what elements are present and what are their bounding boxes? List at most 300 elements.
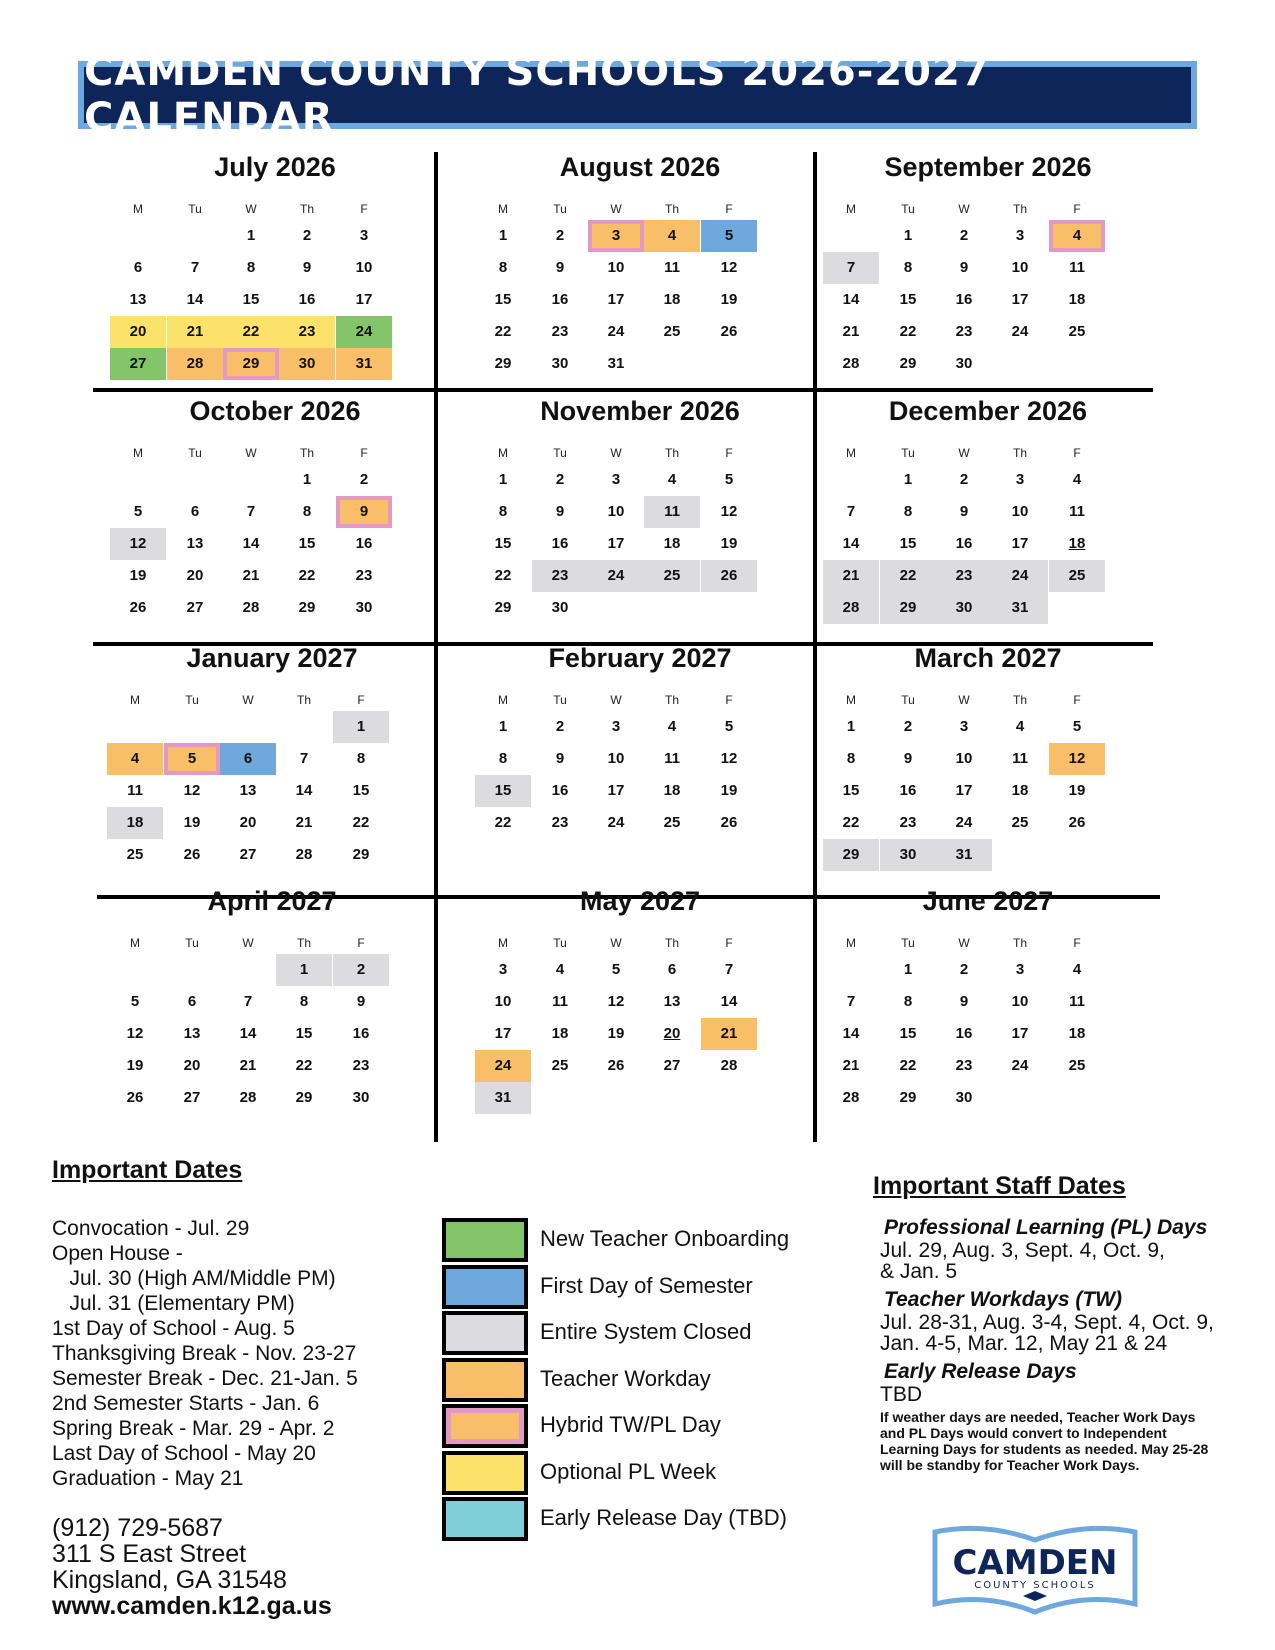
weekday-header: F <box>725 936 733 950</box>
calendar-day: 5 <box>701 220 757 252</box>
weekday-header: Tu <box>185 936 199 950</box>
calendar-day: 9 <box>555 750 565 767</box>
calendar-day: 20 <box>110 316 166 348</box>
month-title: July 2026 <box>214 152 336 182</box>
calendar-day: 22 <box>298 567 316 584</box>
calendar-day: 7 <box>190 259 200 276</box>
calendar-day: 31 <box>336 348 392 380</box>
legend-item <box>442 1497 822 1543</box>
calendar-day: 12 <box>126 1025 144 1042</box>
calendar-day: 26 <box>607 1057 625 1074</box>
calendar-day: 14 <box>842 535 860 552</box>
calendar-day: 12 <box>720 259 738 276</box>
month-title: April 2027 <box>207 886 337 916</box>
calendar-day: 5 <box>130 993 140 1010</box>
calendar-day: 2 <box>555 227 565 244</box>
calendar-day: 20 <box>183 1057 201 1074</box>
calendar-day: 28 <box>295 846 313 863</box>
calendar-day: 2 <box>903 718 913 735</box>
calendar-day: 19 <box>720 535 738 552</box>
website-link[interactable]: www.camden.k12.ga.us <box>52 1592 332 1620</box>
weekday-header: Th <box>664 693 679 707</box>
calendar-day: 3 <box>359 227 369 244</box>
calendar-day: 10 <box>1011 993 1029 1010</box>
calendar-day: 12 <box>720 503 738 520</box>
legend-swatch <box>442 1311 528 1355</box>
calendar-day: 15 <box>352 782 370 799</box>
calendar-day: 1 <box>903 961 913 978</box>
calendar-day: 24 <box>475 1050 531 1082</box>
month-title: August 2026 <box>559 152 721 182</box>
calendar-day: 22 <box>223 316 279 348</box>
month-block <box>105 396 445 636</box>
calendar-day: 10 <box>494 993 512 1010</box>
weekday-header: W <box>242 693 254 707</box>
calendar-day: 7 <box>823 252 879 284</box>
pl-days-text-cont: & Jan. 5 <box>880 1260 958 1283</box>
calendar-day: 18 <box>663 535 681 552</box>
calendar-day: 17 <box>955 782 973 799</box>
calendar-day: 2 <box>959 471 969 488</box>
calendar-day: 25 <box>663 323 681 340</box>
calendar-day: 26 <box>720 323 738 340</box>
calendar-day: 29 <box>295 1089 313 1106</box>
calendar-day: 10 <box>1011 503 1029 520</box>
calendar-day: 15 <box>475 775 531 807</box>
calendar-day: 9 <box>959 259 969 276</box>
calendar-day: 15 <box>242 291 260 308</box>
calendar-day: 5 <box>611 961 621 978</box>
calendar-day: 16 <box>551 535 569 552</box>
weekday-header: M <box>846 202 856 216</box>
calendar-day: 9 <box>555 503 565 520</box>
calendar-day: 14 <box>720 993 738 1010</box>
calendar-day: 16 <box>955 1025 973 1042</box>
calendar-day: 28 <box>823 592 879 624</box>
calendar-day: 18 <box>551 1025 569 1042</box>
weekday-header: Tu <box>188 446 202 460</box>
calendar-day: 19 <box>1068 782 1086 799</box>
city: Kingsland, GA 31548 <box>52 1566 287 1594</box>
important-date-item: Semester Break - Dec. 21-Jan. 5 <box>52 1367 358 1390</box>
calendar-day: 15 <box>899 535 917 552</box>
calendar-day: 6 <box>190 503 200 520</box>
calendar-day: 24 <box>336 316 392 348</box>
calendar-day: 5 <box>164 743 220 775</box>
calendar-day: 21 <box>239 1057 257 1074</box>
month-block <box>818 886 1158 1126</box>
calendar-day: 23 <box>279 316 335 348</box>
staff-dates-heading: Important Staff Dates <box>873 1172 1126 1200</box>
calendar-day: 16 <box>955 535 973 552</box>
tw-days-title: Teacher Workdays (TW) <box>884 1288 1123 1311</box>
calendar-day: 23 <box>532 560 588 592</box>
weekday-header: F <box>1073 202 1081 216</box>
calendar-day: 9 <box>302 259 312 276</box>
weekday-header: W <box>958 446 970 460</box>
calendar-day: 16 <box>955 291 973 308</box>
weekday-header: Tu <box>901 202 915 216</box>
weekday-header: M <box>498 936 508 950</box>
weekday-header: M <box>846 693 856 707</box>
calendar-day: 2 <box>555 718 565 735</box>
weekday-header: Tu <box>188 202 202 216</box>
calendar-day: 15 <box>842 782 860 799</box>
calendar-day: 9 <box>356 993 366 1010</box>
calendar-day: 6 <box>133 259 143 276</box>
calendar-day: 29 <box>494 599 512 616</box>
calendar-day: 4 <box>1015 718 1025 735</box>
tw-days-text: Jul. 28-31, Aug. 3-4, Sept. 4, Oct. 9, <box>880 1311 1214 1334</box>
calendar-day: 3 <box>611 718 621 735</box>
calendar-day: 16 <box>551 782 569 799</box>
calendar-day: 4 <box>1072 961 1082 978</box>
calendar-day: 27 <box>239 846 257 863</box>
title-banner <box>78 49 1197 141</box>
important-date-item: Graduation - May 21 <box>52 1467 244 1490</box>
calendar-day: 22 <box>494 814 512 831</box>
calendar-day: 20 <box>186 567 204 584</box>
calendar-day: 11 <box>664 259 680 276</box>
calendar-day: 27 <box>186 599 204 616</box>
important-date-item: Open House - <box>52 1242 183 1265</box>
calendar-day: 13 <box>186 535 204 552</box>
calendar-day: 12 <box>183 782 201 799</box>
calendar-day: 21 <box>242 567 260 584</box>
calendar-day: 2 <box>302 227 312 244</box>
weekday-header: W <box>610 446 622 460</box>
calendar-day: 1 <box>302 471 312 488</box>
street: 311 S East Street <box>52 1540 247 1568</box>
month-title: March 2027 <box>914 643 1062 673</box>
weekday-header: Tu <box>553 693 567 707</box>
calendar-day: 7 <box>846 503 856 520</box>
calendar-day: 9 <box>959 993 969 1010</box>
legend-label: Early Release Day (TBD) <box>540 1505 787 1530</box>
calendar-day: 26 <box>183 846 201 863</box>
calendar-day: 4 <box>1072 471 1082 488</box>
calendar-day: 11 <box>127 782 143 799</box>
calendar-day: 31 <box>475 1082 531 1114</box>
calendar-day: 8 <box>903 259 913 276</box>
calendar-day: 3 <box>498 961 508 978</box>
calendar-day: 10 <box>355 259 373 276</box>
calendar-day: 16 <box>298 291 316 308</box>
calendar-day: 2 <box>359 471 369 488</box>
calendar-day: 23 <box>551 814 569 831</box>
calendar-day: 11 <box>664 750 680 767</box>
legend-item <box>442 1451 822 1497</box>
calendar-day: 18 <box>1068 535 1086 552</box>
calendar-day: 31 <box>607 355 625 372</box>
calendar-day: 4 <box>1049 220 1105 252</box>
calendar-day: 7 <box>246 503 256 520</box>
calendar-day: 1 <box>246 227 256 244</box>
calendar-day: 24 <box>1011 323 1029 340</box>
calendar-day: 5 <box>724 471 734 488</box>
important-date-item: Convocation - Jul. 29 <box>52 1217 250 1240</box>
calendar-day: 19 <box>607 1025 625 1042</box>
pl-days-text: Jul. 29, Aug. 3, Sept. 4, Oct. 9, <box>880 1239 1165 1262</box>
legend-item <box>442 1265 822 1311</box>
weekday-header: M <box>498 693 508 707</box>
weekday-header: F <box>360 202 368 216</box>
calendar-day: 8 <box>246 259 256 276</box>
calendar-day: 22 <box>880 560 936 592</box>
calendar-day: 17 <box>607 782 625 799</box>
weekday-header: W <box>245 202 257 216</box>
calendar-day: 13 <box>129 291 147 308</box>
month-title: December 2026 <box>888 396 1088 426</box>
logo-sub: COUNTY SCHOOLS <box>974 1580 1096 1591</box>
calendar-day: 15 <box>899 291 917 308</box>
calendar-day: 24 <box>588 560 644 592</box>
calendar-day: 14 <box>239 1025 257 1042</box>
calendar-day: 3 <box>1015 227 1025 244</box>
calendar-day: 7 <box>299 750 309 767</box>
calendar-day: 30 <box>551 599 569 616</box>
month-block <box>102 886 442 1126</box>
weekday-header: M <box>498 446 508 460</box>
weekday-header: Th <box>1012 446 1027 460</box>
calendar-day: 28 <box>242 599 260 616</box>
calendar-day: 25 <box>644 560 700 592</box>
calendar-day: 22 <box>295 1057 313 1074</box>
calendar-day: 1 <box>903 471 913 488</box>
calendar-day: 10 <box>607 259 625 276</box>
calendar-day: 9 <box>903 750 913 767</box>
grid-divider <box>813 152 817 1142</box>
calendar-day: 10 <box>607 503 625 520</box>
calendar-day: 14 <box>186 291 204 308</box>
calendar-day: 17 <box>1011 291 1029 308</box>
calendar-day: 29 <box>823 839 879 871</box>
legend-swatch <box>442 1451 528 1495</box>
calendar-day: 5 <box>1072 718 1082 735</box>
important-date-item: 1st Day of School - Aug. 5 <box>52 1317 295 1340</box>
month-title: January 2027 <box>186 643 358 673</box>
calendar-day: 15 <box>295 1025 313 1042</box>
month-block <box>470 152 810 392</box>
page-title: CAMDEN COUNTY SCHOOLS 2026-2027 CALENDAR <box>84 49 990 141</box>
weekday-header: F <box>725 446 733 460</box>
calendar-day: 20 <box>239 814 257 831</box>
graduation-cap-icon <box>1023 1591 1047 1601</box>
weekday-header: Th <box>664 936 679 950</box>
calendar-day: 1 <box>498 471 508 488</box>
calendar-day: 3 <box>588 220 644 252</box>
calendar-day: 11 <box>552 993 568 1010</box>
calendar-day: 31 <box>936 839 992 871</box>
weekday-header: Tu <box>553 446 567 460</box>
calendar-day: 17 <box>1011 1025 1029 1042</box>
legend-label: Teacher Workday <box>540 1365 711 1391</box>
calendar-day: 2 <box>959 961 969 978</box>
calendar-day: 23 <box>352 1057 370 1074</box>
important-date-item: 2nd Semester Starts - Jan. 6 <box>52 1392 320 1415</box>
legend-label: Hybrid TW/PL Day <box>540 1412 721 1437</box>
legend-swatch <box>442 1218 528 1262</box>
calendar-day: 23 <box>551 323 569 340</box>
calendar-day: 16 <box>899 782 917 799</box>
calendar-day: 21 <box>842 323 860 340</box>
calendar-day: 11 <box>1069 993 1085 1010</box>
important-date-item: Jul. 30 (High AM/Middle PM) <box>52 1267 336 1290</box>
calendar-day: 23 <box>355 567 373 584</box>
legend-item <box>442 1358 822 1404</box>
calendar-day: 17 <box>607 535 625 552</box>
legend-swatch <box>442 1404 528 1448</box>
calendar-day: 14 <box>242 535 260 552</box>
calendar-day: 24 <box>992 560 1048 592</box>
calendar-day: 26 <box>129 599 147 616</box>
calendar-day: 23 <box>955 1057 973 1074</box>
calendar-day: 30 <box>551 355 569 372</box>
calendar-day: 29 <box>223 348 279 380</box>
weekday-header: M <box>133 202 143 216</box>
calendar-day: 4 <box>644 220 700 252</box>
calendar-day: 13 <box>239 782 257 799</box>
calendar-day: 26 <box>126 1089 144 1106</box>
calendar-day: 29 <box>899 1089 917 1106</box>
legend-swatch <box>442 1358 528 1402</box>
calendar-day: 5 <box>724 718 734 735</box>
calendar-day: 12 <box>607 993 625 1010</box>
calendar-day: 24 <box>955 814 973 831</box>
calendar-day: 24 <box>607 814 625 831</box>
calendar-day: 2 <box>959 227 969 244</box>
important-date-item: Thanksgiving Break - Nov. 23-27 <box>52 1342 357 1365</box>
calendar-day: 26 <box>701 560 757 592</box>
weekday-header: Th <box>664 446 679 460</box>
calendar-day: 1 <box>498 718 508 735</box>
calendar-day: 18 <box>107 807 163 839</box>
calendar-day: 28 <box>239 1089 257 1106</box>
calendar-day: 18 <box>663 782 681 799</box>
calendar-day: 4 <box>555 961 565 978</box>
logo-name: CAMDEN <box>952 1543 1118 1583</box>
calendar-day: 28 <box>842 355 860 372</box>
weekday-header: F <box>1073 693 1081 707</box>
legend-item <box>442 1404 822 1450</box>
month-title: September 2026 <box>884 152 1092 182</box>
calendar-day: 30 <box>352 1089 370 1106</box>
weekday-header: W <box>610 693 622 707</box>
calendar-day: 15 <box>298 535 316 552</box>
calendar-day: 18 <box>1068 291 1086 308</box>
calendar-day: 25 <box>1068 323 1086 340</box>
month-title: February 2027 <box>548 643 732 673</box>
weekday-header: Th <box>664 202 679 216</box>
calendar-day: 30 <box>936 592 992 624</box>
weekday-header: F <box>1073 936 1081 950</box>
calendar-day: 22 <box>899 1057 917 1074</box>
calendar-day: 27 <box>183 1089 201 1106</box>
calendar-day: 14 <box>295 782 313 799</box>
calendar-day: 16 <box>355 535 373 552</box>
calendar-day: 4 <box>667 471 677 488</box>
weekday-header: Th <box>299 202 314 216</box>
calendar-day: 15 <box>494 535 512 552</box>
calendar-day: 23 <box>936 560 992 592</box>
calendar-day: 6 <box>667 961 677 978</box>
important-date-item: Jul. 31 (Elementary PM) <box>52 1292 295 1315</box>
calendar-day: 21 <box>823 560 879 592</box>
calendar-day: 25 <box>1011 814 1029 831</box>
weekday-header: W <box>245 446 257 460</box>
calendar-day: 18 <box>663 291 681 308</box>
legend-label: Optional PL Week <box>540 1458 717 1484</box>
calendar-day: 2 <box>555 471 565 488</box>
calendar-day: 26 <box>1068 814 1086 831</box>
month-block <box>470 643 810 883</box>
weekday-header: Tu <box>901 693 915 707</box>
weekday-header: F <box>1073 446 1081 460</box>
calendar-day: 25 <box>663 814 681 831</box>
calendar-day: 9 <box>959 503 969 520</box>
weekday-header: Th <box>1012 936 1027 950</box>
calendar-day: 29 <box>298 599 316 616</box>
legend-swatch <box>442 1497 528 1541</box>
weekday-header: F <box>357 693 365 707</box>
calendar-day: 18 <box>1068 1025 1086 1042</box>
legend-label: Entire System Closed <box>540 1319 752 1344</box>
month-block <box>105 152 445 392</box>
calendar-day: 8 <box>498 503 508 520</box>
month-title: May 2027 <box>579 886 701 916</box>
calendar-day: 11 <box>1069 503 1085 520</box>
calendar-day: 6 <box>220 743 276 775</box>
month-block <box>818 152 1158 392</box>
month-title: November 2026 <box>540 396 740 426</box>
weather-note: If weather days are needed, Teacher Work Days and PL Days would convert to Independent Learning Days for students as needed. May 25-28 will be standby for Teacher Work Days. <box>880 1409 1209 1473</box>
weekday-header: W <box>242 936 254 950</box>
calendar-day: 25 <box>1049 560 1105 592</box>
calendar-day: 27 <box>110 348 166 380</box>
calendar-day: 4 <box>667 718 677 735</box>
calendar-day: 1 <box>276 954 332 986</box>
calendar-day: 16 <box>551 291 569 308</box>
month-title: June 2027 <box>922 886 1054 916</box>
calendar-day: 23 <box>899 814 917 831</box>
calendar-day: 19 <box>720 291 738 308</box>
month-block <box>470 886 810 1126</box>
pl-days-title: Professional Learning (PL) Days <box>884 1216 1208 1239</box>
calendar-day: 24 <box>607 323 625 340</box>
calendar-day: 10 <box>607 750 625 767</box>
weekday-header: M <box>846 446 856 460</box>
calendar-day: 27 <box>663 1057 681 1074</box>
calendar-day: 12 <box>720 750 738 767</box>
weekday-header: Tu <box>901 936 915 950</box>
calendar-day: 9 <box>336 496 392 528</box>
phone: (912) 729-5687 <box>52 1514 223 1542</box>
calendar-day: 25 <box>551 1057 569 1074</box>
weekday-header: F <box>360 446 368 460</box>
legend-swatch <box>442 1265 528 1309</box>
calendar-day: 2 <box>333 954 389 986</box>
calendar-day: 28 <box>167 348 223 380</box>
month-block <box>818 396 1158 636</box>
calendar-day: 21 <box>295 814 313 831</box>
weekday-header: Th <box>1012 202 1027 216</box>
calendar-day: 13 <box>183 1025 201 1042</box>
calendar-day: 8 <box>498 750 508 767</box>
calendar-day: 28 <box>720 1057 738 1074</box>
weekday-header: M <box>130 693 140 707</box>
calendar-day: 29 <box>880 592 936 624</box>
calendar-day: 29 <box>494 355 512 372</box>
